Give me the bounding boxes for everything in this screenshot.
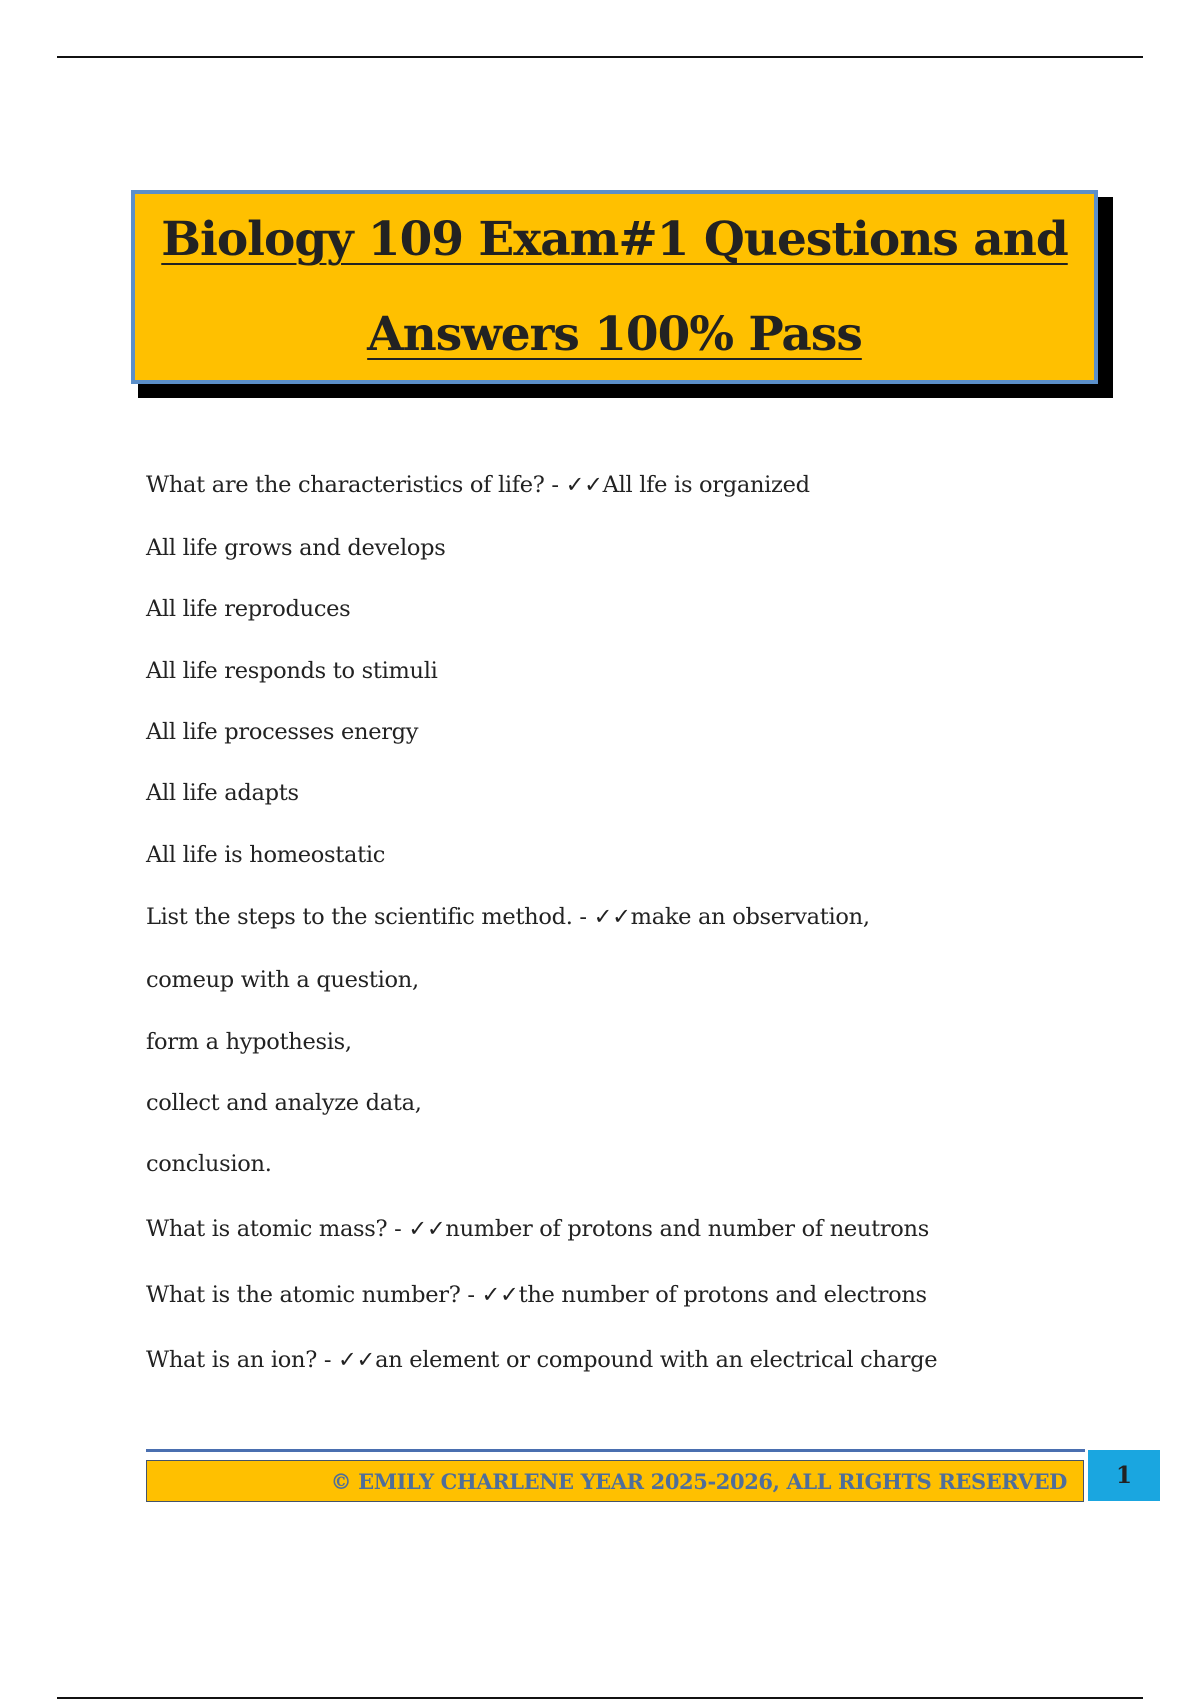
header-rule [57, 56, 1143, 58]
qa-line: All life reproduces [146, 596, 351, 622]
document-title-line-1: Biology 109 Exam#1 Questions and [161, 212, 1068, 267]
title-box [131, 190, 1098, 384]
qa-line: What is an ion? - ✓✓an element or compound with an electrical charge [146, 1347, 938, 1373]
qa-line: All life adapts [146, 780, 299, 806]
document-title-line-2: Answers 100% Pass [367, 307, 862, 362]
qa-line: All life responds to stimuli [146, 658, 438, 684]
footer-rule [146, 1449, 1085, 1452]
page-number-box [1088, 1450, 1160, 1501]
copyright-notice: © EMILY CHARLENE YEAR 2025-2026, ALL RIGHTS RESERVED [330, 1468, 1067, 1494]
qa-line: All life processes energy [146, 719, 419, 745]
page-number: 1 [1115, 1462, 1132, 1489]
qa-line: All life grows and develops [146, 535, 446, 561]
qa-line: comeup with a question, [146, 967, 419, 993]
qa-line: conclusion. [146, 1151, 272, 1177]
qa-line: collect and analyze data, [146, 1090, 422, 1116]
qa-line: What is the atomic number? - ✓✓the number of protons and electrons [146, 1282, 927, 1308]
qa-line: What are the characteristics of life? - ✓✓All lfe is organized [146, 472, 810, 498]
qa-line: What is atomic mass? - ✓✓number of protons and number of neutrons [146, 1216, 929, 1242]
footer-bar [146, 1460, 1084, 1502]
footer-page-rule [57, 1697, 1143, 1699]
qa-line: List the steps to the scientific method. - ✓✓make an observation, [146, 904, 870, 930]
qa-line: form a hypothesis, [146, 1029, 352, 1055]
qa-line: All life is homeostatic [146, 842, 386, 868]
